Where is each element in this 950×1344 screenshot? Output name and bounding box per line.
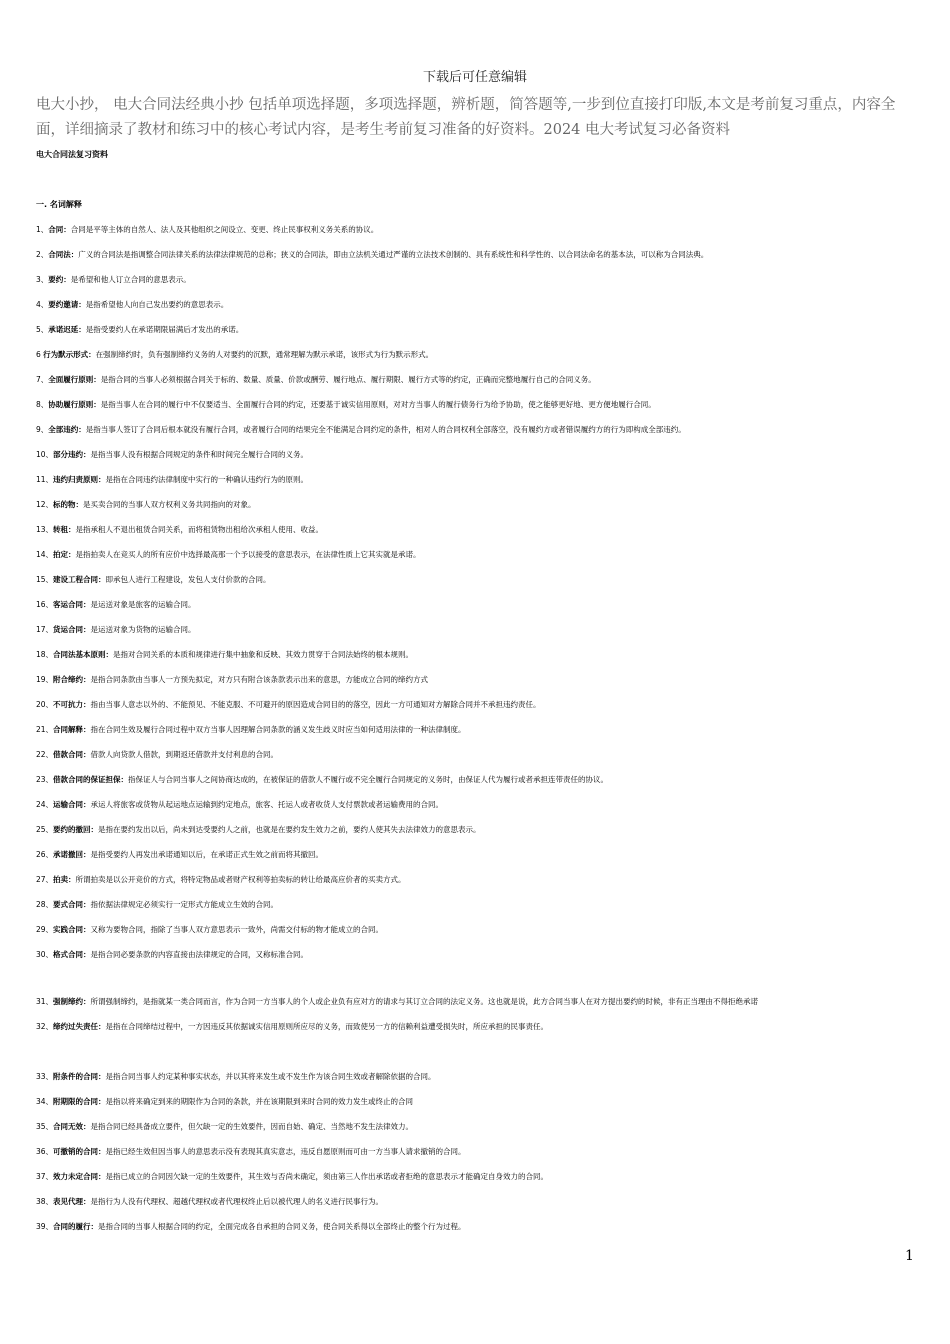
entry-term: 借款合同： <box>53 750 91 759</box>
definition-entry <box>36 675 916 685</box>
header-note: 下载后可任意编辑 <box>422 70 527 85</box>
entry-definition: 是指受要约人再发出承诺通知以后，在承诺正式生效之前而将其撤回。 <box>90 850 324 859</box>
entry-number: 18、 <box>36 650 54 659</box>
definition-entry <box>36 275 916 285</box>
definition-entry <box>36 550 916 560</box>
entry-number: 35、 <box>36 1122 54 1131</box>
entry-term: 格式合同： <box>53 950 91 959</box>
entry-number: 17、 <box>36 625 54 634</box>
entry-number: 19、 <box>36 675 54 684</box>
entry-number: 13、 <box>36 525 54 534</box>
entry-definition: 是指合同当事人约定某种事实状态，并以其将来发生或不发生作为该合同生效或者解除依据的合同。 <box>105 1072 436 1081</box>
entry-term: 可撤销的合同： <box>53 1147 106 1156</box>
entry-definition: 广义的合同法是指调整合同法律关系的法律法律规范的总称；狭义的合同法，即由立法机关通过严谨的立法技术创制的、具有系统性和科学性的、以合同法命名的基本法，可以称为合同法典。 <box>78 250 709 259</box>
entry-term: 合同的履行： <box>53 1222 99 1231</box>
entry-term: 全部违约： <box>48 425 86 434</box>
entry-definition: 是指希望他人向自己发出要约的意思表示。 <box>85 300 229 309</box>
entry-number: 23、 <box>36 775 54 784</box>
entry-term: 协助履行原则： <box>48 400 101 409</box>
entry-definition: 所谓拍卖是以公开竞价的方式，将特定物品或者财产权利等拍卖标的转让给最高应价者的买卖方式。 <box>75 875 406 884</box>
entry-number: 39、 <box>36 1222 54 1231</box>
definition-entry <box>36 650 916 660</box>
entry-term: 客运合同： <box>53 600 91 609</box>
definition-entry <box>36 375 916 385</box>
definition-entry <box>36 850 916 860</box>
entry-number: 24、 <box>36 800 54 809</box>
entry-definition: 是指合同条款由当事人一方预先拟定，对方只有附合该条款表示出来的意思，方能成立合同的缔约方式 <box>90 675 429 684</box>
entry-term: 合同： <box>48 225 71 234</box>
definition-entry <box>36 1147 916 1157</box>
entry-number: 25、 <box>36 825 54 834</box>
entry-number: 33、 <box>36 1072 54 1081</box>
entry-number: 30、 <box>36 950 54 959</box>
entry-term: 拍卖： <box>53 875 76 884</box>
entry-definition: 是运送对象是旅客的运输合同。 <box>90 600 196 609</box>
entry-term: 效力未定合同： <box>53 1172 106 1181</box>
definition-entry <box>36 1172 916 1182</box>
entry-term: 货运合同： <box>53 625 91 634</box>
entry-definition: 合同是平等主体的自然人、法人及其他组织之间设立、变更、终止民事权利义务关系的协议。 <box>70 225 379 234</box>
entry-number: 9、 <box>36 425 49 434</box>
definition-entry <box>36 750 916 760</box>
entry-number: 8、 <box>36 400 49 409</box>
entry-definition: 是指拍卖人在竞买人的所有应价中选择最高那一个予以接受的意思表示，在法律性质上它其实就是承诺。 <box>75 550 421 559</box>
entry-number: 10、 <box>36 450 54 459</box>
definition-entry <box>36 400 916 410</box>
entry-term: 缔约过失责任： <box>53 1022 106 1031</box>
entry-definition: 是指已经生效但因当事人的意思表示没有表现其真实意志，违反自愿原则而可由一方当事人请求撤销的合同。 <box>105 1147 466 1156</box>
entry-definition: 是希望和他人订立合同的意思表示。 <box>70 275 191 284</box>
definition-entry <box>36 475 916 485</box>
entry-number: 15、 <box>36 575 54 584</box>
entry-definition: 是指合同的当事人根据合同的约定，全面完成各自承担的合同义务，使合同关系得以全部终止的整个行为过程。 <box>98 1222 466 1231</box>
entry-definition: 是指行为人没有代理权、超越代理权或者代理权终止后以被代理人的名义进行民事行为。 <box>90 1197 384 1206</box>
definition-entry <box>36 1122 916 1132</box>
entry-term: 借款合同的保证担保： <box>53 775 129 784</box>
entry-term: 要约邀请： <box>48 300 86 309</box>
entry-number: 11、 <box>36 475 54 484</box>
entry-definition: 所谓强制缔约，是指就某一类合同而言，作为合同一方当事人的个人或企业负有应对方的请求与其订立合同的法定义务。这也就是说，此方合同当事人在对方提出要约的时候，非有正当理由不得拒绝承诺 <box>90 997 759 1006</box>
definition-entry <box>36 1022 916 1032</box>
entry-term: 标的物： <box>53 500 84 509</box>
definition-entry <box>36 1222 916 1232</box>
entry-definition: 指由当事人意志以外的、不能预见、不能克服、不可避开的原因造成合同目的的落空，因此一方可通知对方解除合同并不承担违约责任。 <box>90 700 541 709</box>
definition-entry <box>36 950 916 960</box>
entry-number: 20、 <box>36 700 54 709</box>
entry-number: 21、 <box>36 725 54 734</box>
entry-definition: 承运人将旅客或货物从起运地点运输到约定地点，旅客、托运人或者收货人支付票款或者运输费用的合同。 <box>90 800 444 809</box>
entry-definition: 是指当事人签订了合同后根本就没有履行合同，或者履行合同的结果完全不能满足合同约定的条件，相对人的合同权利全部落空，没有履约方或者错误履约方的行为即构成全部违约。 <box>85 425 686 434</box>
definition-entry <box>36 800 916 810</box>
entry-term: 合同法： <box>48 250 79 259</box>
section-title: 一. 名词解释 <box>36 200 82 209</box>
entry-term: 合同解释： <box>53 725 91 734</box>
entry-term: 转租： <box>53 525 76 534</box>
entry-definition: 是指合同已经具备成立要件，但欠缺一定的生效要件，因而自始、确定、当然地不发生法律效力。 <box>90 1122 414 1131</box>
entry-definition: 是指受要约人在承诺期限届满后才发出的承诺。 <box>85 325 244 334</box>
definition-entry <box>36 450 916 460</box>
entry-term: 建设工程合同： <box>53 575 106 584</box>
entry-definition: 借款人向贷款人借款，到期返还借款并支付利息的合同。 <box>90 750 279 759</box>
entry-term: 合同法基本原则： <box>53 650 114 659</box>
entry-definition: 指依据法律规定必须实行一定形式方能成立生效的合同。 <box>90 900 279 909</box>
entry-number: 1、 <box>36 225 49 234</box>
entry-term: 要约： <box>48 275 71 284</box>
definition-entry <box>36 300 916 310</box>
entry-number: 22、 <box>36 750 54 759</box>
definition-entry <box>36 875 916 885</box>
definition-entry <box>36 1097 916 1107</box>
entry-definition: 是指在要约发出以后，尚未到达受要约人之前，也就是在要约发生效力之前，要约人使其失去法律效力的意思表示。 <box>98 825 481 834</box>
definition-entry <box>36 925 916 935</box>
entry-term: 运输合同： <box>53 800 91 809</box>
entry-definition: 即承包人进行工程建设，发包人支付价款的合同。 <box>105 575 271 584</box>
entry-number: 31、 <box>36 997 54 1006</box>
entry-number: 26、 <box>36 850 54 859</box>
entry-definition: 是指合同必要条款的内容直接由法律规定的合同，又称标准合同。 <box>90 950 309 959</box>
entry-definition: 是运送对象为货物的运输合同。 <box>90 625 196 634</box>
definition-entry <box>36 425 916 435</box>
entry-definition: 是指在合同违约法律制度中实行的一种确认违约行为的原则。 <box>105 475 309 484</box>
entry-number: 14、 <box>36 550 54 559</box>
entry-number: 3、 <box>36 275 49 284</box>
entry-definition: 是指当事人在合同的履行中不仅要适当、全面履行合同的约定，还要基于诚实信用原则，对对方当事人的履行债务行为给予协助，使之能够更好地、更方便地履行合同。 <box>100 400 656 409</box>
entry-term: 强制缔约： <box>53 997 91 1006</box>
entry-number: 7、 <box>36 375 49 384</box>
definition-entry <box>36 250 916 260</box>
entry-definition: 是指已成立的合同因欠缺一定的生效要件，其生效与否尚未确定，须由第三人作出承诺或者拒绝的意思表示才能确定自身效力的合同。 <box>105 1172 549 1181</box>
definition-entry <box>36 325 916 335</box>
entry-number: 5、 <box>36 325 49 334</box>
definition-entry <box>36 1072 916 1082</box>
entry-definition: 在强制缔约时，负有强制缔约义务的人对要约的沉默，通常理解为默示承诺，该形式为行为默示形式。 <box>95 350 434 359</box>
entry-term: 承诺撤回： <box>53 850 91 859</box>
entry-definition: 是指当事人没有根据合同规定的条件和时间完全履行合同的义务。 <box>90 450 309 459</box>
entry-term: 要约的撤回： <box>53 825 99 834</box>
document-title: 电大合同法复习资料 <box>36 150 108 159</box>
entry-term: 附条件的合同： <box>53 1072 106 1081</box>
entry-term: 全面履行原则： <box>48 375 101 384</box>
entry-number: 32、 <box>36 1022 54 1031</box>
entry-term: 部分违约： <box>53 450 91 459</box>
entry-number: 16、 <box>36 600 54 609</box>
entry-term: 表见代理： <box>53 1197 91 1206</box>
entry-number: 37、 <box>36 1172 54 1181</box>
entry-term: 要式合同： <box>53 900 91 909</box>
definition-entry <box>36 1197 916 1207</box>
entry-number: 2、 <box>36 250 49 259</box>
entry-number: 34、 <box>36 1097 54 1106</box>
definition-entry <box>36 600 916 610</box>
entry-definition: 是指合同的当事人必须根据合同关于标的、数量、质量、价款或酬劳、履行地点、履行期限、履行方式等的约定，正确而完整地履行自己的合同义务。 <box>100 375 596 384</box>
entry-term: 附合缔约： <box>53 675 91 684</box>
definition-entry <box>36 575 916 585</box>
definition-entry <box>36 997 916 1007</box>
entry-definition: 是指承租人不退出租赁合同关系，而将租赁物出租给次承租人使用、收益。 <box>75 525 324 534</box>
definition-entry <box>36 500 916 510</box>
entry-definition: 指保证人与合同当事人之间协商达成的，在被保证的借款人不履行或不完全履行合同规定的义务时，由保证人代为履行或者承担连带责任的协议。 <box>128 775 609 784</box>
definition-entry <box>36 700 916 710</box>
definition-entry <box>36 225 916 235</box>
entry-definition: 是指在合同缔结过程中，一方因违反其依据诚实信用原则所应尽的义务，而致使另一方的信赖利益遭受损失时，所应承担的民事责任。 <box>105 1022 549 1031</box>
entry-term: 行为默示形式： <box>43 350 96 359</box>
entry-definition: 是买卖合同的当事人双方权利义务共同指向的对象。 <box>83 500 256 509</box>
entry-number: 28、 <box>36 900 54 909</box>
entry-term: 承诺迟延： <box>48 325 86 334</box>
entry-term: 实践合同： <box>53 925 91 934</box>
entry-number: 36、 <box>36 1147 54 1156</box>
entry-definition: 是指以将来确定到来的期限作为合同的条款，并在该期限到来时合同的效力发生或终止的合同 <box>105 1097 414 1106</box>
entry-number: 27、 <box>36 875 54 884</box>
entry-number: 12、 <box>36 500 54 509</box>
entry-term: 不可抗力： <box>53 700 91 709</box>
entry-term: 拍定： <box>53 550 76 559</box>
definition-entry <box>36 525 916 535</box>
page-number: 1 <box>905 1248 914 1264</box>
entry-number: 29、 <box>36 925 54 934</box>
entry-definition: 又称为要物合同，指除了当事人双方意思表示一致外，尚需交付标的物才能成立的合同。 <box>90 925 384 934</box>
definition-entry <box>36 350 916 360</box>
entry-term: 合同无效： <box>53 1122 91 1131</box>
entry-definition: 指在合同生效及履行合同过程中双方当事人因理解合同条款的涵义发生歧义时应当如何适用法律的一种法律制度。 <box>90 725 466 734</box>
definition-entry <box>36 825 916 835</box>
entry-term: 违约归责原则： <box>53 475 106 484</box>
entry-term: 附期限的合同： <box>53 1097 106 1106</box>
definition-entry <box>36 725 916 735</box>
entry-number: 6 <box>36 350 44 359</box>
definition-entry <box>36 625 916 635</box>
entry-number: 4、 <box>36 300 49 309</box>
intro-paragraph: 电大小抄， 电大合同法经典小抄 包括单项选择题，多项选择题，辨析题，简答题等,一步到位直接打印版,本文是考前复习重点，内容全面，详细摘录了教材和练习中的核心考试内容，是考生考前复习准备的好资料。2024 电大考试复习必备资料 <box>36 97 896 138</box>
entry-number: 38、 <box>36 1197 54 1206</box>
definition-entry <box>36 775 916 785</box>
entry-definition: 是指对合同关系的本质和规律进行集中抽象和反映、其效力贯穿于合同法始终的根本规则。 <box>113 650 414 659</box>
definition-entry <box>36 900 916 910</box>
